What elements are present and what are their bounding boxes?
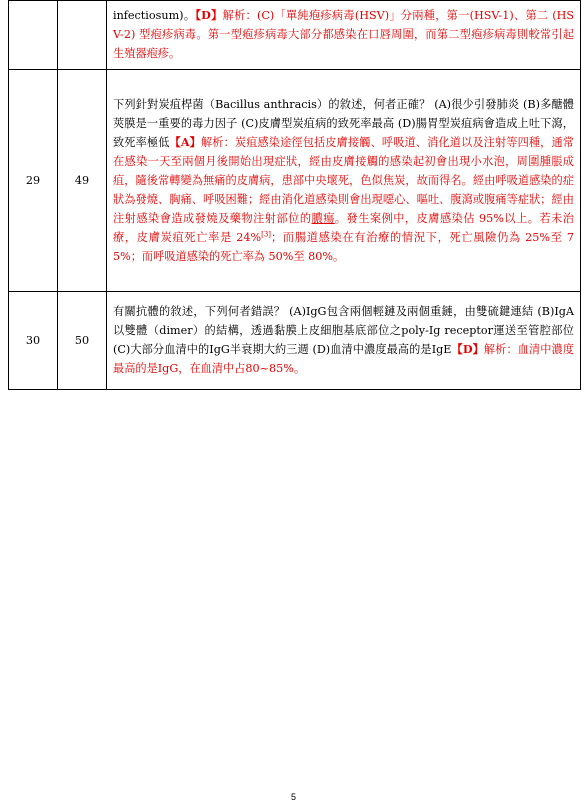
table-row-continued	[9, 1, 581, 70]
answer-explanation: 解析：血清中濃度最高的是IgG，在血清中占80~85%。	[113, 343, 575, 375]
answer-label: 【D】	[195, 8, 223, 22]
answer-label: 【A】	[169, 134, 201, 149]
question-number-cell	[58, 1, 107, 70]
answer-explanation-part3: ；而腸道感染在有治療的情況下，死亡風險仍為 25%至 75%；而呼吸道感染的死亡率為 50%至 80%。	[113, 230, 574, 263]
question-text: 有關抗體的敘述，下列何者錯誤？ (A)IgG包含兩個輕鏈及兩個重鏈，由雙硫鍵連結 (B)IgA以雙體（dimer）的結構，透過黏膜上皮細胞基底部位之poly-Ig receptor運送至管腔部位 (C)大部分血清中的IgG半衰期大約三週 (D)血清中濃度最高的是IgE	[113, 305, 574, 356]
content-cell	[107, 292, 581, 390]
answer-label: 【D】	[451, 342, 484, 356]
item-number-cell: 30	[9, 292, 58, 390]
question-table	[8, 0, 581, 390]
question-number-cell: 50	[58, 292, 107, 390]
answer-underlined-term: 膿瘍	[311, 211, 335, 225]
item-number-cell	[9, 1, 58, 70]
content-cell	[107, 70, 581, 292]
page-number: 5	[290, 792, 296, 802]
content-cell	[107, 1, 581, 70]
question-text: infectiosum)。	[113, 9, 196, 22]
answer-explanation-part1: 解析：炭疽感染途徑包括皮膚接觸、呼吸道、消化道以及注射等四種，通常在感染一天至兩個月後開始出現症狀，經由皮膚接觸的感染起初會出現小水泡，周圍腫脹成疽，隨後常轉變為無痛的皮膚病，患部中央壞死，色似焦炭，故而得名。經由呼吸道感染的症狀為發燒、胸痛、呼吸困難；經由消化道感染則會出現噁心、嘔吐、腹瀉或腹痛等症狀；經由注射感染會造成發燒及藥物注射部位的	[113, 135, 574, 225]
answer-explanation-part2: 。發生案例中，皮膚感染佔 95%以上。若未治療，皮膚炭疽死亡率是 24%	[113, 211, 574, 244]
item-number-cell: 29	[9, 70, 58, 292]
table-row-question-49	[9, 70, 581, 292]
table-row-question-50	[9, 292, 581, 390]
answer-explanation: 解析：(C)「單純疱疹病毒(HSV)」分兩種，第一(HSV-1)、第二 (HSV-2) 型疱疹病毒。第一型疱疹病毒大部分都感染在口唇周圍，而第二型疱疹病毒則較常引起生殖器疱疹。	[113, 9, 574, 60]
question-text: 下列針對炭疽桿菌（Bacillus anthracis）的敘述，何者正確？ (A)很少引發肺炎 (B)多醣體莢膜是一重要的毒力因子 (C)皮膚型炭疽病的致死率最高 (D)腸胃型炭疽病會造成上吐下瀉，致死率極低	[113, 97, 574, 149]
question-number-cell: 49	[58, 70, 107, 292]
reference-superscript: [3]	[261, 229, 272, 238]
